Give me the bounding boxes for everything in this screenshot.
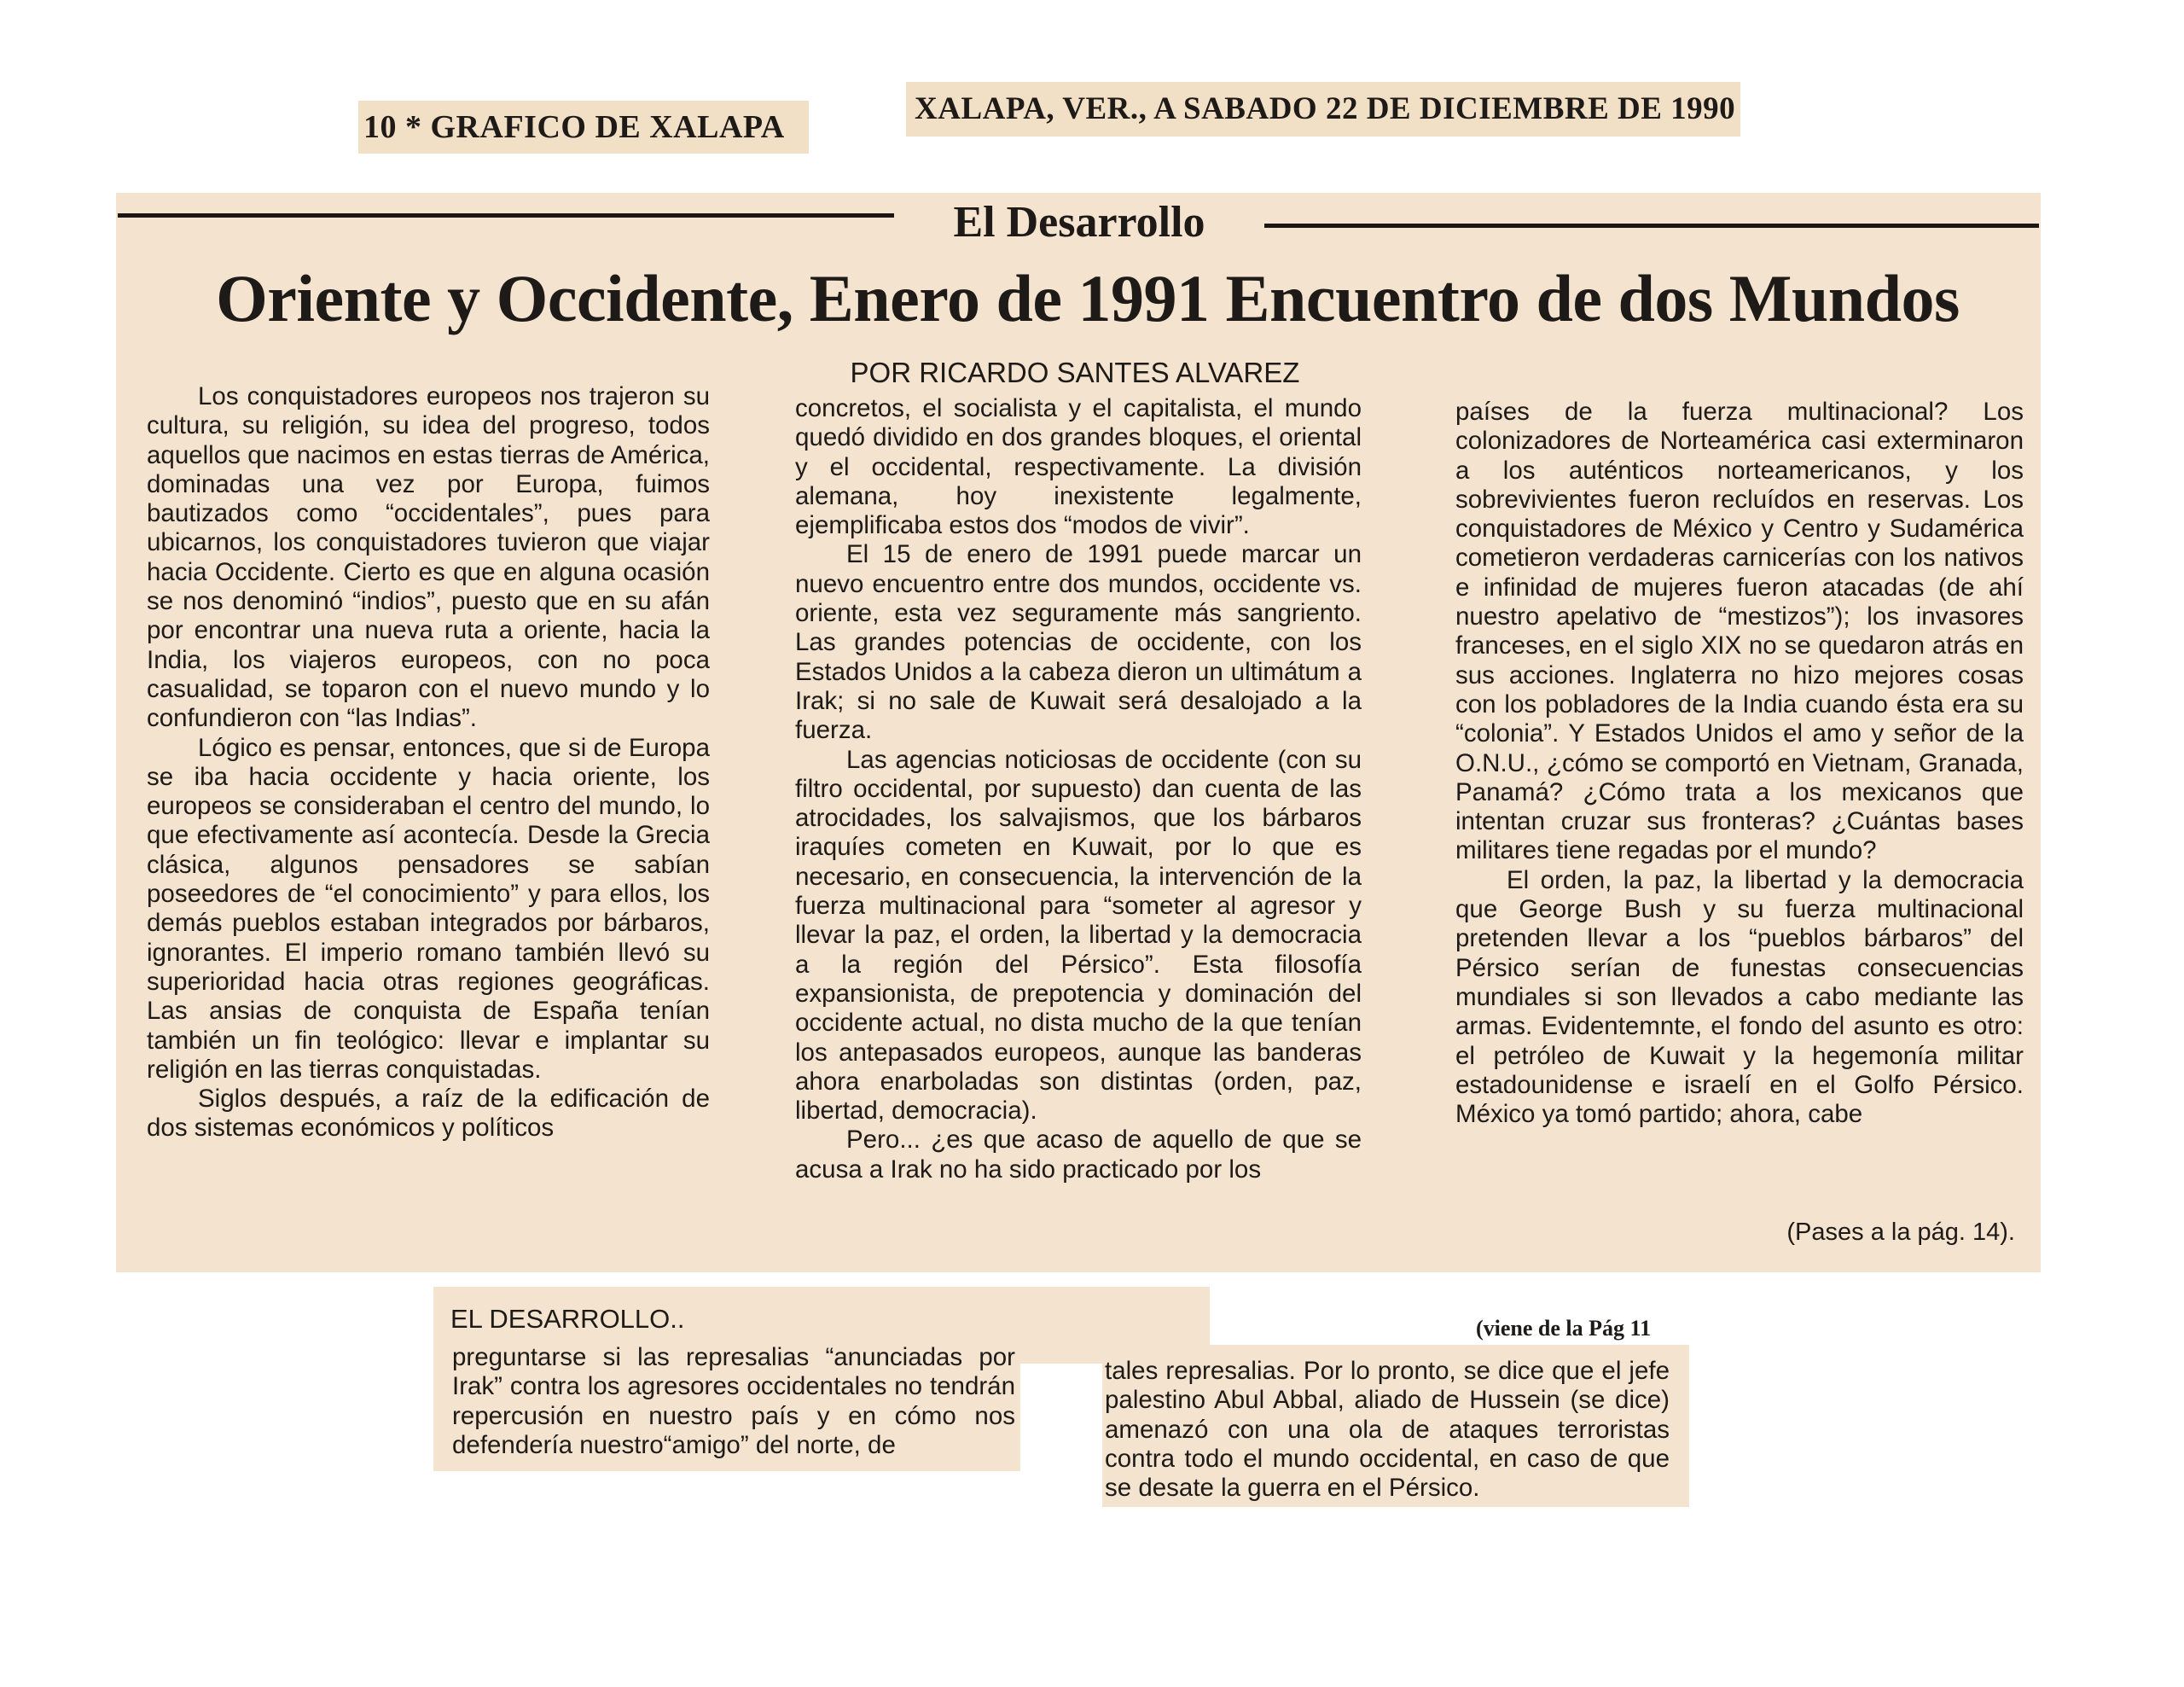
paragraph: preguntarse si las represalias “anunciadas por Irak” contra los agresores occidentales no tendrán repercusión en nuestro país y en cómo nos defendería nuestro“amigo” del norte, de	[452, 1343, 1015, 1459]
byline: POR RICARDO SANTES ALVAREZ	[850, 357, 1300, 388]
article-column-1	[147, 382, 710, 1143]
viene-note: (viene de la Pág 11	[1476, 1316, 1652, 1341]
paragraph: tales represalias. Por lo pronto, se dice que el jefe palestino Abul Abbal, aliado de Hussein (se dice) amenazó con una ola de ataques terroristas contra todo el mundo occidental, en caso de que se desate la guerra en el Pérsico.	[1105, 1357, 1670, 1503]
page-label: 10 * GRAFICO DE XALAPA	[358, 101, 809, 154]
continuation-column-1	[452, 1343, 1015, 1460]
continuation-column-2	[1105, 1357, 1670, 1503]
paragraph: Los conquistadores europeos nos trajeron su cultura, su religión, su idea del progreso, todos aquellos que nacimos en estas tierras de América, dominadas una vez por Europa, fuimos bautizados como “occidentales”, pues para ubicarnos, los conquistadores tuvieron que viajar hacia Occidente. Cierto es que en alguna ocasión se nos denominó “indios”, puesto que en su afán por encontrar una nueva ruta a oriente, hacia la India, los viajeros europeos, con no poca casualidad, se toparon con el nuevo mundo y lo confundieron con “las Indias”.	[147, 382, 710, 733]
article-column-3	[1455, 398, 2024, 1129]
continuation-label: EL DESARROLLO..	[450, 1304, 685, 1334]
paragraph: concretos, el socialista y el capitalista, el mundo quedó dividido en dos grandes bloques, el oriental y el occidental, respectivamente. La división alemana, hoy inexistente legalmente, ejemplificaba estos dos “modos de vivir”.	[795, 394, 1362, 540]
headline: Oriente y Occidente, Enero de 1991 Encuentro de dos Mundos	[216, 261, 1960, 335]
paragraph: El 15 de enero de 1991 puede marcar un nuevo encuentro entre dos mundos, occidente vs. oriente, esta vez seguramente más sangriento. Las grandes potencias de occidente, con los Estados Unidos a la cabeza dieron un ultimátum a Irak; si no sale de Kuwait será desalojado a la fuerza.	[795, 540, 1362, 745]
paragraph: Lógico es pensar, entonces, que si de Europa se iba hacia occidente y hacia oriente, los europeos se consideraban el centro del mundo, lo que efectivamente así acontecía. Desde la Grecia clásica, algunos pensadores se sabían poseedores de “el conocimiento” y para ellos, los demás pueblos estaban integrados por bárbaros, ignorantes. El imperio romano también llevó su superioridad hacia otras regiones geográficas. Las ansias de conquista de España tenían también un fin teológico: llevar e implantar su religión en las tierras conquistadas.	[147, 733, 710, 1084]
section-rule-right	[1264, 224, 2039, 228]
section-title: El Desarrollo	[953, 198, 1205, 247]
paragraph: Las agencias noticiosas de occidente (con su filtro occidental, por supuesto) dan cuenta de las atrocidades, los salvajismos, que los bárbaros iraquíes cometen en Kuwait, por lo que es necesario, en consecuencia, la intervención de la fuerza multinacional para “someter al agresor y llevar la paz, el orden, la libertad y la democracia a la región del Pérsico”. Esta filosofía expansionista, de prepotencia y dominación del occidente actual, no dista mucho de la que tenían los antepasados europeos, aunque las banderas ahora enarboladas son distintas (orden, paz, libertad, democracia).	[795, 745, 1362, 1126]
paragraph: Pero... ¿es que acaso de aquello de que se acusa a Irak no ha sido practicado por los	[795, 1126, 1362, 1184]
article-column-2	[795, 394, 1362, 1184]
paragraph: Siglos después, a raíz de la edificación de dos sistemas económicos y políticos	[147, 1085, 710, 1143]
paragraph: países de la fuerza multinacional? Los colonizadores de Norteamérica casi exterminaron a los auténticos norteamericanos, y los sobrevivientes fueron recluídos en reservas. Los conquistadores de México y Centro y Sudamérica cometieron verdaderas carnicerías con los nativos e infinidad de mujeres fueron atacadas (de ahí nuestro apelativo de “mestizos”); los invasores franceses, en el siglo XIX no se quedaron atrás en sus acciones. Inglaterra no hizo mejores cosas con los pobladores de la India cuando ésta era su “colonia”. Y Estados Unidos el amo y señor de la O.N.U., ¿cómo se comportó en Vietnam, Granada, Panamá? ¿Cómo trata a los mexicanos que intentan cruzar sus fronteras? ¿Cuántas bases militares tiene regadas por el mundo?	[1455, 398, 2024, 865]
paragraph: El orden, la paz, la libertad y la democracia que George Bush y su fuerza multinacional pretenden llevar a los “pueblos bárbaros” del Pérsico serían de funestas consecuencias mundiales si son llevados a cabo mediante las armas. Evidentemnte, el fondo del asunto es otro: el petróleo de Kuwait y la hegemonía militar estadounidense e israelí en el Golfo Pérsico. México ya tomó partido; ahora, cabe	[1455, 865, 2024, 1129]
continued-note: (Pases a la pág. 14).	[1786, 1219, 2015, 1246]
dateline: XALAPA, VER., A SABADO 22 DE DICIEMBRE DE 1990	[906, 82, 1740, 137]
section-rule-left	[118, 213, 894, 218]
